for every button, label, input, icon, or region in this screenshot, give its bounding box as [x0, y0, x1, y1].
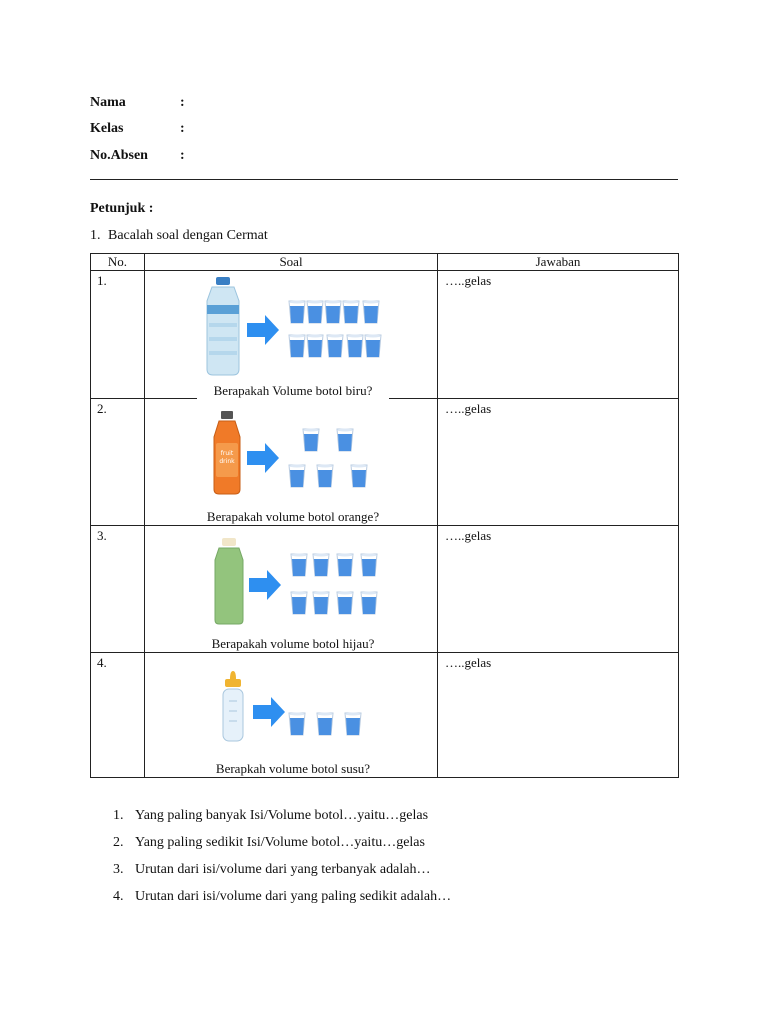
answer-cell[interactable]: …..gelas — [438, 653, 679, 778]
instruction-number: 1. — [90, 228, 101, 243]
instruction-line — [90, 228, 268, 244]
arrow-right-icon — [247, 443, 279, 473]
svg-text:fruit: fruit — [220, 450, 234, 457]
water-bottle-icon — [207, 277, 239, 375]
arrow-right-icon — [247, 315, 279, 345]
list-item — [113, 806, 451, 833]
kelas-colon: : — [180, 121, 185, 136]
answer-cell[interactable]: …..gelas — [438, 271, 679, 399]
question-text: Berapakah Volume botol biru? — [213, 383, 373, 398]
fruit-drink-bottle-icon — [214, 411, 240, 494]
list-text: Yang paling banyak Isi/Volume botol…yaitu…gelas — [135, 808, 429, 823]
soal-panel — [197, 399, 389, 525]
soal-panel — [197, 653, 389, 777]
row-number: 3. — [91, 526, 145, 653]
question-text: Berapakah volume botol hijau? — [211, 636, 375, 651]
list-number: 4. — [113, 889, 124, 904]
list-item — [113, 860, 451, 887]
kelas-label: Kelas — [90, 121, 124, 136]
nama-label: Nama — [90, 95, 126, 110]
soal-cell — [145, 526, 438, 653]
table-row — [91, 653, 679, 778]
arrow-right-icon — [249, 570, 281, 600]
table-row — [91, 526, 679, 653]
header-divider — [90, 179, 678, 180]
milk-bottle-illustration — [197, 653, 389, 757]
soal-panel — [197, 271, 389, 417]
water-glasses-icon — [289, 301, 381, 358]
water-glasses-icon — [289, 713, 361, 736]
baby-bottle-icon — [223, 671, 243, 741]
question-text: Berapkah volume botol susu? — [215, 761, 371, 776]
water-glasses-icon — [289, 429, 367, 488]
water-glasses-icon — [291, 554, 377, 615]
soal-cell — [145, 399, 438, 526]
table-row — [91, 399, 679, 526]
row-number: 1. — [91, 271, 145, 399]
list-item — [113, 887, 451, 914]
list-text: Yang paling sedikit Isi/Volume botol…yaitu…gelas — [135, 835, 425, 850]
instruction-text: Bacalah soal dengan Cermat — [108, 228, 268, 243]
question-table — [90, 253, 679, 778]
col-header-jawaban: Jawaban — [438, 254, 679, 271]
svg-text:drink: drink — [219, 458, 235, 465]
table-row — [91, 271, 679, 399]
soal-cell — [145, 653, 438, 778]
question-text: Berapakah volume botol orange? — [206, 509, 380, 524]
answer-cell[interactable]: …..gelas — [438, 399, 679, 526]
arrow-right-icon — [253, 697, 285, 727]
orange-bottle-illustration — [197, 399, 389, 505]
soal-cell — [145, 271, 438, 399]
green-bottle-icon — [215, 538, 243, 624]
list-text: Urutan dari isi/volume dari yang terbanyak adalah… — [135, 862, 431, 877]
no-absen-colon: : — [180, 148, 185, 163]
answer-cell[interactable]: …..gelas — [438, 526, 679, 653]
petunjuk-title: Petunjuk : — [90, 201, 154, 216]
row-number: 4. — [91, 653, 145, 778]
soal-panel — [197, 526, 389, 652]
table-header-row — [91, 254, 679, 271]
list-text: Urutan dari isi/volume dari yang paling sedikit adalah… — [135, 889, 452, 904]
follow-up-questions — [113, 806, 451, 914]
list-item — [113, 833, 451, 860]
green-bottle-illustration — [197, 526, 389, 632]
list-number: 3. — [113, 862, 124, 877]
list-number: 2. — [113, 835, 124, 850]
blue-bottle-illustration — [197, 271, 389, 383]
col-header-no: No. — [91, 254, 145, 271]
nama-colon: : — [180, 95, 185, 110]
list-number: 1. — [113, 808, 124, 823]
no-absen-label: No.Absen — [90, 148, 148, 163]
row-number: 2. — [91, 399, 145, 526]
col-header-soal: Soal — [145, 254, 438, 271]
